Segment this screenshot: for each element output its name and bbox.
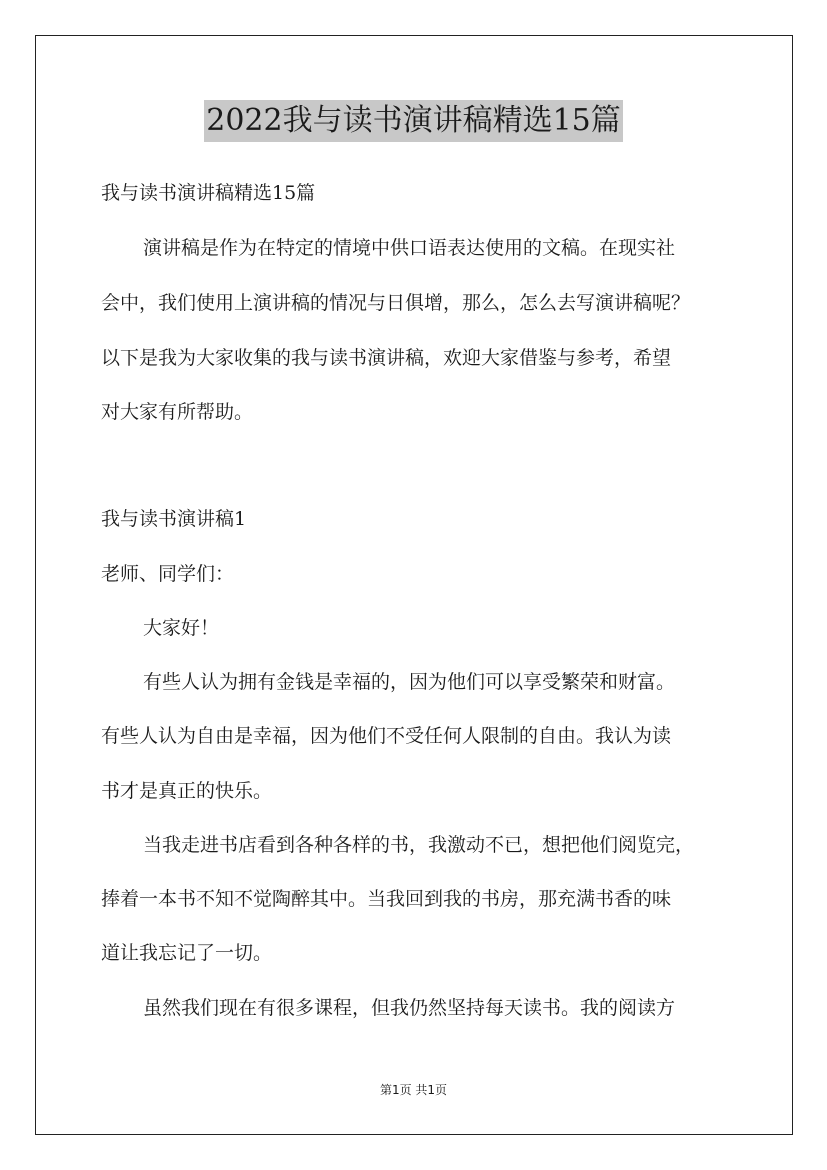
section-heading: 我与读书演讲稿1 <box>101 508 247 530</box>
salutation: 老师、同学们： <box>101 563 235 585</box>
body-line: 道让我忘记了一切。 <box>101 942 273 964</box>
body-line: 有些人认为拥有金钱是幸福的，因为他们可以享受繁荣和财富。 <box>143 671 676 693</box>
document-title: 2022我与读书演讲稿精选15篇 <box>204 100 623 142</box>
body-line: 捧着一本书不知不觉陶醉其中。当我回到我的书房，那充满书香的味 <box>101 888 672 910</box>
body-line: 虽然我们现在有很多课程，但我仍然坚持每天读书。我的阅读方 <box>143 997 676 1019</box>
intro-line: 演讲稿是作为在特定的情境中供口语表达使用的文稿。在现实社 <box>143 237 676 259</box>
title-container <box>0 100 827 142</box>
body-line: 当我走进书店看到各种各样的书，我激动不已，想把他们阅览完， <box>143 834 695 856</box>
intro-line: 会中，我们使用上演讲稿的情况与日俱增，那么，怎么去写演讲稿呢？ <box>101 292 691 314</box>
greeting: 大家好！ <box>143 617 220 639</box>
page-footer: 第1页 共1页 <box>379 1083 448 1097</box>
body-line: 书才是真正的快乐。 <box>101 780 273 802</box>
body-line: 有些人认为自由是幸福，因为他们不受任何人限制的自由。我认为读 <box>101 725 672 747</box>
document-subtitle: 我与读书演讲稿精选15篇 <box>101 182 316 204</box>
intro-line: 对大家有所帮助。 <box>101 401 254 423</box>
intro-line: 以下是我为大家收集的我与读书演讲稿，欢迎大家借鉴与参考，希望 <box>101 347 672 369</box>
